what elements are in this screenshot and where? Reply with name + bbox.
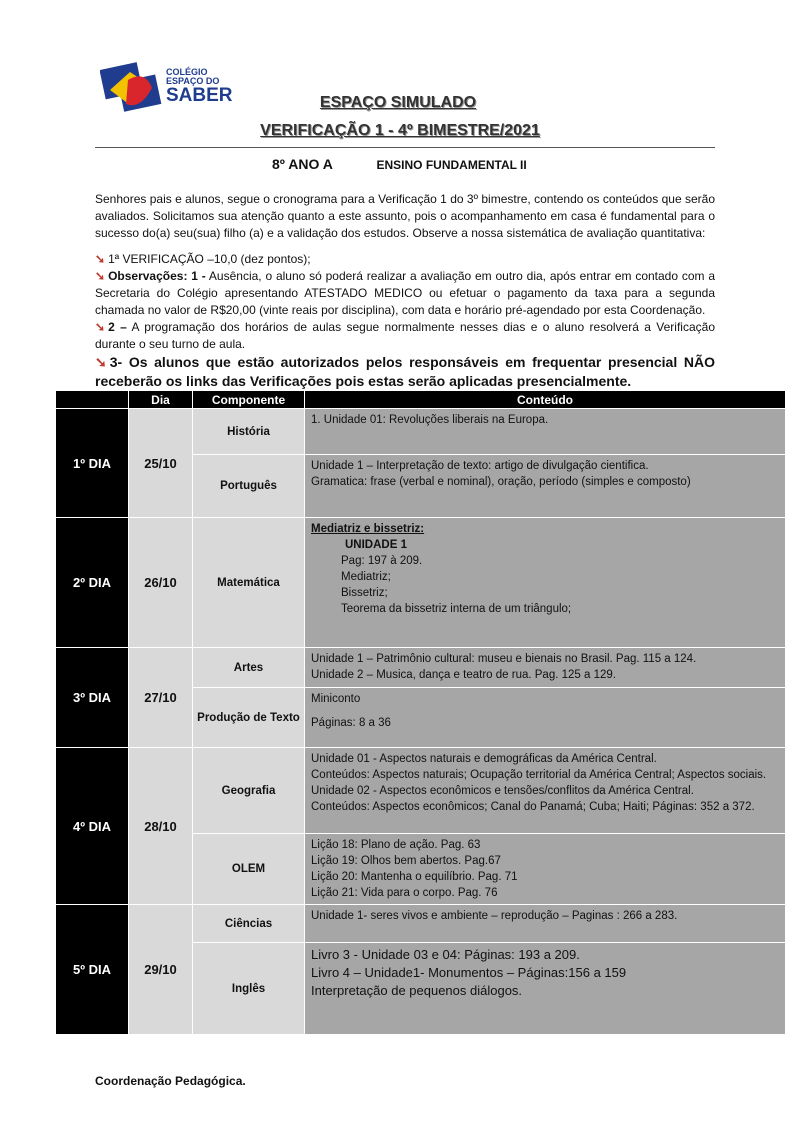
day-label: 4º DIA [56,748,129,905]
arrow-icon: ➘ [95,252,106,266]
content-cell: Mediatriz e bissetriz: UNIDADE 1 Pag: 197 à 209. Mediatriz; Bissetriz; Teorema da bissetriz interna de um triângulo; [305,518,786,648]
table-row [56,518,786,648]
footer-signature: Coordenação Pedagógica. [95,1074,246,1088]
content-cell: 1. Unidade 01: Revoluções liberais na Europa. [305,409,786,455]
subject-label: Matemática [193,518,305,648]
arrow-icon: ➘ [95,320,106,334]
rules-list [95,251,715,391]
date-label: 26/10 [129,518,193,648]
table-header-row [56,391,786,409]
content-cell: Unidade 1 – Patrimônio cultural: museu e bienais no Brasil. Pag. 115 a 124. Unidade 2 – Musica, dança e teatro de rua. Pag. 125 a 129. [305,648,786,688]
page-title: ESPAÇO SIMULADO [319,94,477,111]
subject-label: Geografia [193,748,305,834]
grade-label: 8º ANO A [272,156,333,172]
content-cell: Unidade 01 - Aspectos naturais e demográficas da América Central. Conteúdos: Aspectos naturais; Ocupação territorial da América Central; Aspectos sociais. Unidade 02 - Aspectos econômicos e tensões/conflitos da América Central. Conteúdos: Aspectos econômicos; Canal do Panamá; Cuba; Haiti; Páginas: 352 a 372. [305,748,786,834]
header-divider [95,147,715,148]
header-conteudo: Conteúdo [305,391,786,409]
arrow-icon: ➘ [95,269,106,283]
content-cell: Miniconto Páginas: 8 a 36 [305,688,786,748]
date-label: 27/10 [129,648,193,748]
subject-label: Ciências [193,905,305,943]
rule-item-1: ➘ 1ª VERIFICAÇÃO –10,0 (dez pontos); [95,252,311,266]
content-cell: Lição 18: Plano de ação. Pag. 63 Lição 19: Olhos bem abertos. Pag.67 Lição 20: Mantenha o equilíbrio. Pag. 71 Lição 21: Vida para o corpo. Pag. 76 [305,834,786,905]
logo-line-1: COLÉGIO [166,67,208,77]
subject-label: Produção de Texto [193,688,305,748]
day-label: 5º DIA [56,905,129,1035]
arrow-icon: ➘ [95,354,107,370]
subject-label: Português [193,455,305,518]
intro-paragraph: Senhores pais e alunos, segue o cronograma para a Verificação 1 do 3º bimestre, contendo os conteúdos que serão avaliados. Solicitamos sua atenção quanto a este assunto, pois o acompanhamento em casa é fundamental para o sucesso do(a) seu(sua) filho (a) e a validação dos estudos. Observe a nossa sistemática de avaliação quantitativa: [95,192,715,240]
date-label: 25/10 [129,409,193,518]
grade-line [272,156,527,172]
subject-label: Artes [193,648,305,688]
subject-label: História [193,409,305,455]
subject-label: OLEM [193,834,305,905]
header-dia: Dia [129,391,193,409]
table-row [56,648,786,688]
content-cell: Unidade 1 – Interpretação de texto: artigo de divulgação cientifica. Gramatica: frase (verbal e nominal), oração, período (simples e composto) [305,455,786,518]
page-subtitle: VERIFICAÇÃO 1 - 4º BIMESTRE/2021 [260,122,540,139]
header-componente: Componente [193,391,305,409]
content-cell: Livro 3 - Unidade 03 e 04: Páginas: 193 a 209. Livro 4 – Unidade1- Monumentos – Páginas:156 a 159 Interpretação de pequenos diálogos. [305,943,786,1035]
rule-item-4: ➘ 3- Os alunos que estão autorizados pelos responsáveis em frequentar presencial NÃO receberão os links das Verificações pois estas serão aplicadas presencialmente. [95,354,715,389]
logo-line-2: ESPAÇO DO [166,76,220,86]
content-cell: Unidade 1- seres vivos e ambiente – reprodução – Paginas : 266 a 283. [305,905,786,943]
date-label: 29/10 [129,905,193,1035]
table-row [56,905,786,943]
day-label: 1º DIA [56,409,129,518]
rule-item-2: ➘ Observações: 1 - Ausência, o aluno só poderá realizar a avaliação em outro dia, após entrar em contado com a Secretaria do Colégio apresentando ATESTADO MEDICO ou efetuar o pagamento da taxa para a segunda chamada no valor de R$20,00 (vinte reais por disciplina), com data e horário pré-agendado por esta Coordenação. [95,269,716,317]
date-label: 28/10 [129,748,193,905]
table-row [56,409,786,455]
day-label: 3º DIA [56,648,129,748]
level-label: ENSINO FUNDAMENTAL II [376,158,527,172]
logo-line-3: SABER [166,85,233,106]
rule-item-3: ➘ 2 – A programação dos horários de aulas segue normalmente nesses dias e o aluno resolverá a Verificação durante o seu turno de aula. [95,320,715,351]
subject-label: Inglês [193,943,305,1035]
schedule-table [55,390,786,1035]
day-label: 2º DIA [56,518,129,648]
table-row [56,748,786,834]
